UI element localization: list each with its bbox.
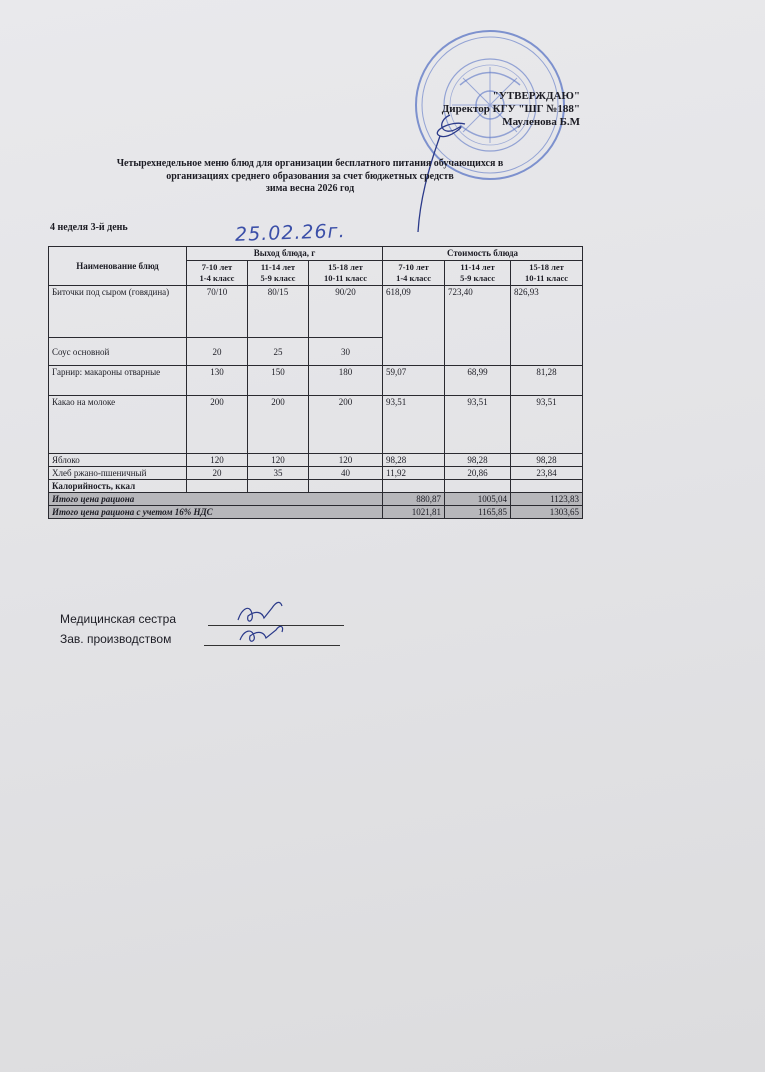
approval-position: Директор КГУ "ШГ №188" [441, 103, 580, 115]
subheader-cost-2: 11-14 лет 5-9 класс [445, 261, 511, 286]
output-value: 40 [309, 467, 383, 480]
header-output: Выход блюда, г [187, 247, 383, 261]
dish-name: Биточки под сыром (говядина) [49, 286, 187, 338]
empty-cell [383, 480, 445, 493]
table-row [49, 286, 583, 338]
cost-value: 98,28 [511, 454, 583, 467]
cost-value: 618,09 [383, 286, 445, 366]
cost-value: 59,07 [383, 366, 445, 396]
title-line-3: зима весна 2026 год [265, 183, 355, 194]
total-vat-value: 1165,85 [445, 506, 511, 519]
cost-value: 98,28 [445, 454, 511, 467]
header-dish: Наименование блюд [49, 247, 187, 286]
document-title [60, 158, 560, 196]
total-value: 1123,83 [511, 493, 583, 506]
cost-value: 81,28 [511, 366, 583, 396]
signatures-block [60, 612, 176, 652]
output-value: 180 [309, 366, 383, 396]
title-line-2: организациях среднего образования за счет бюджетных средств [166, 170, 454, 182]
dish-name: Яблоко [49, 454, 187, 467]
empty-cell [187, 480, 248, 493]
output-value: 120 [248, 454, 309, 467]
table-row [49, 396, 583, 454]
cost-value: 93,51 [445, 396, 511, 454]
cost-value: 11,92 [383, 467, 445, 480]
subheader-cost-1: 7-10 лет 1-4 класс [383, 261, 445, 286]
dish-name: Какао на молоке [49, 396, 187, 454]
table-row [49, 366, 583, 396]
output-value: 200 [248, 396, 309, 454]
table-row [49, 467, 583, 480]
cost-value: 93,51 [383, 396, 445, 454]
dish-name: Хлеб ржано-пшеничный [49, 467, 187, 480]
menu-table [48, 246, 583, 519]
output-value: 80/15 [248, 286, 309, 338]
production-head-label: Зав. производством [60, 632, 172, 646]
output-value: 70/10 [187, 286, 248, 338]
cost-value: 23,84 [511, 467, 583, 480]
cost-value: 93,51 [511, 396, 583, 454]
calories-row [49, 480, 583, 493]
total-value: 880,87 [383, 493, 445, 506]
total-row [49, 493, 583, 506]
cost-value: 98,28 [383, 454, 445, 467]
nurse-label: Медицинская сестра [60, 612, 176, 626]
output-value: 120 [309, 454, 383, 467]
header-cost: Стоимость блюда [383, 247, 583, 261]
empty-cell [248, 480, 309, 493]
handwritten-signatures [232, 590, 302, 650]
total-vat-value: 1021,81 [383, 506, 445, 519]
table-row [49, 454, 583, 467]
output-value: 120 [187, 454, 248, 467]
output-value: 200 [187, 396, 248, 454]
title-line-1: Четырехнедельное меню блюд для организации бесплатного питания обучающихся в [116, 158, 504, 169]
total-vat-label: Итого цена рациона с учетом 16% НДС [49, 506, 383, 519]
handwritten-date: 25.02.26г. [234, 220, 346, 246]
output-value: 20 [187, 467, 248, 480]
subheader-cost-3: 15-18 лет 10-11 класс [511, 261, 583, 286]
output-value: 20 [187, 338, 248, 366]
empty-cell [511, 480, 583, 493]
cost-value: 723,40 [445, 286, 511, 366]
dish-name: Соус основной [49, 338, 187, 366]
total-label: Итого цена рациона [49, 493, 383, 506]
empty-cell [445, 480, 511, 493]
subheader-output-1: 7-10 лет 1-4 класс [187, 261, 248, 286]
empty-cell [309, 480, 383, 493]
output-value: 35 [248, 467, 309, 480]
total-vat-value: 1303,65 [511, 506, 583, 519]
day-label: 4 неделя 3-й день [50, 222, 128, 233]
output-value: 150 [248, 366, 309, 396]
cost-value: 20,86 [445, 467, 511, 480]
calories-label: Калорийность, ккал [49, 480, 187, 493]
cost-value: 68,99 [445, 366, 511, 396]
output-value: 200 [309, 396, 383, 454]
subheader-output-2: 11-14 лет 5-9 класс [248, 261, 309, 286]
approval-name: Мауленова Б.М [502, 116, 580, 128]
table-header-row [49, 247, 583, 261]
approval-title: "УТВЕРЖДАЮ" [492, 90, 580, 102]
output-value: 130 [187, 366, 248, 396]
output-value: 30 [309, 338, 383, 366]
total-value: 1005,04 [445, 493, 511, 506]
output-value: 90/20 [309, 286, 383, 338]
subheader-output-3: 15-18 лет 10-11 класс [309, 261, 383, 286]
output-value: 25 [248, 338, 309, 366]
nurse-sign-row [60, 612, 176, 632]
cost-value: 826,93 [511, 286, 583, 366]
dish-name: Гарнир: макароны отварные [49, 366, 187, 396]
total-vat-row [49, 506, 583, 519]
production-sign-row [60, 632, 176, 652]
